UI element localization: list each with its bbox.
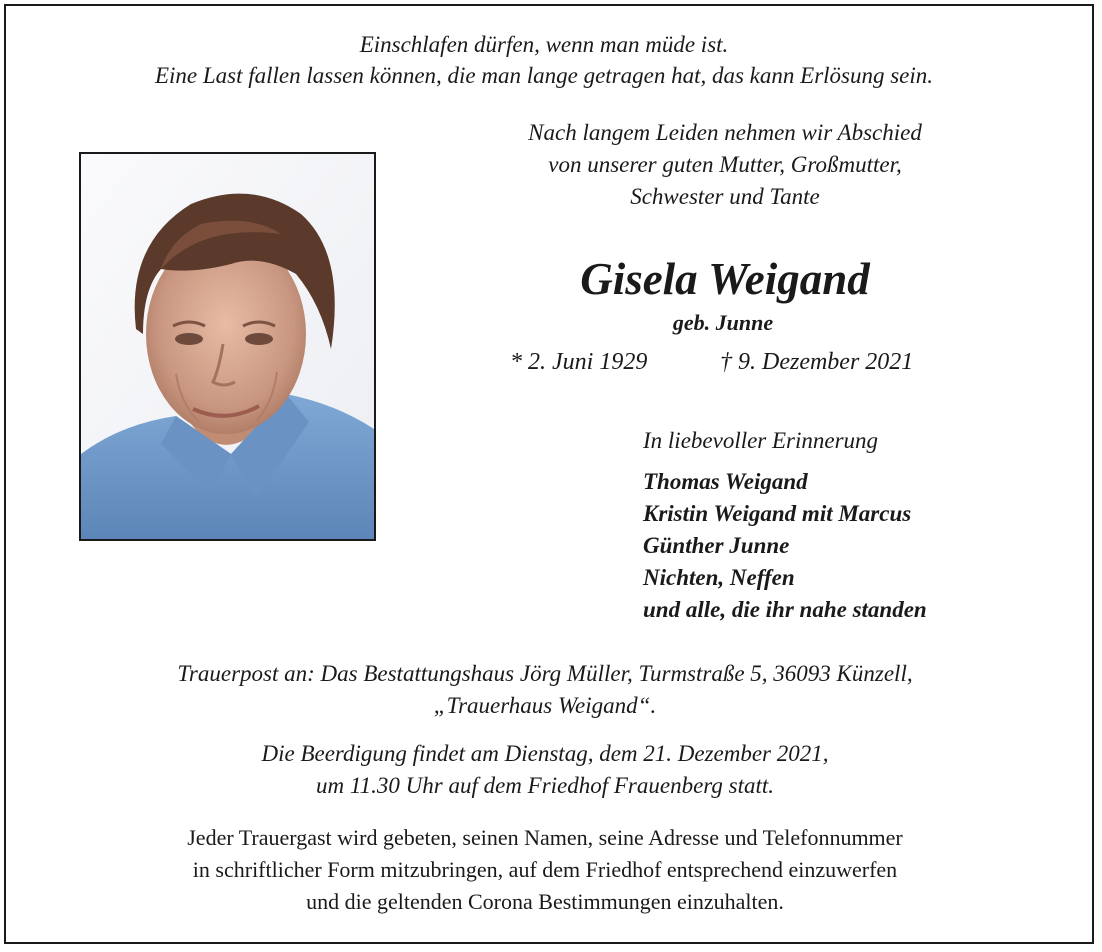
birth-date: * 2. Juni 1929 xyxy=(510,349,648,375)
funeral-line-1: Die Beerdigung findet am Dienstag, dem 21. Dezember 2021, xyxy=(261,741,829,766)
notice-line-2: in schriftlicher Form mitzubringen, auf dem Friedhof entsprechend einzuwerfen xyxy=(192,857,898,882)
mail-line-1: Trauerpost an: Das Bestattungshaus Jörg Müller, Turmstraße 5, 36093 Künzell, xyxy=(177,661,913,686)
mourner-2: Kristin Weigand mit Marcus xyxy=(643,501,912,526)
maiden-name: geb. Junne xyxy=(672,310,774,335)
portrait-illustration xyxy=(81,154,374,539)
motto-line-1: Einschlafen dürfen, wenn man müde ist. xyxy=(359,32,729,57)
intro-line-2: von unserer guten Mutter, Großmutter, xyxy=(548,152,902,177)
portrait-photo xyxy=(79,152,376,541)
intro-line-3: Schwester und Tante xyxy=(630,184,820,209)
motto-line-2: Eine Last fallen lassen können, die man lange getragen hat, das kann Erlösung sein. xyxy=(154,63,934,88)
death-date: † 9. Dezember 2021 xyxy=(720,349,914,375)
mourner-5: und alle, die ihr nahe standen xyxy=(643,597,927,622)
mourner-3: Günther Junne xyxy=(643,533,790,558)
notice-line-3: und die geltenden Corona Bestimmungen einzuhalten. xyxy=(306,889,784,914)
mourner-1: Thomas Weigand xyxy=(643,469,808,494)
remembrance-heading: In liebevoller Erinnerung xyxy=(643,428,879,453)
mail-line-2: „Trauerhaus Weigand“. xyxy=(433,693,657,718)
funeral-line-2: um 11.30 Uhr auf dem Friedhof Frauenberg statt. xyxy=(315,773,775,798)
mourner-4: Nichten, Neffen xyxy=(643,565,795,590)
intro-line-1: Nach langem Leiden nehmen wir Abschied xyxy=(528,120,922,145)
deceased-name: Gisela Weigand xyxy=(580,254,870,304)
notice-line-1: Jeder Trauergast wird gebeten, seinen Namen, seine Adresse und Telefonnummer xyxy=(187,825,903,850)
